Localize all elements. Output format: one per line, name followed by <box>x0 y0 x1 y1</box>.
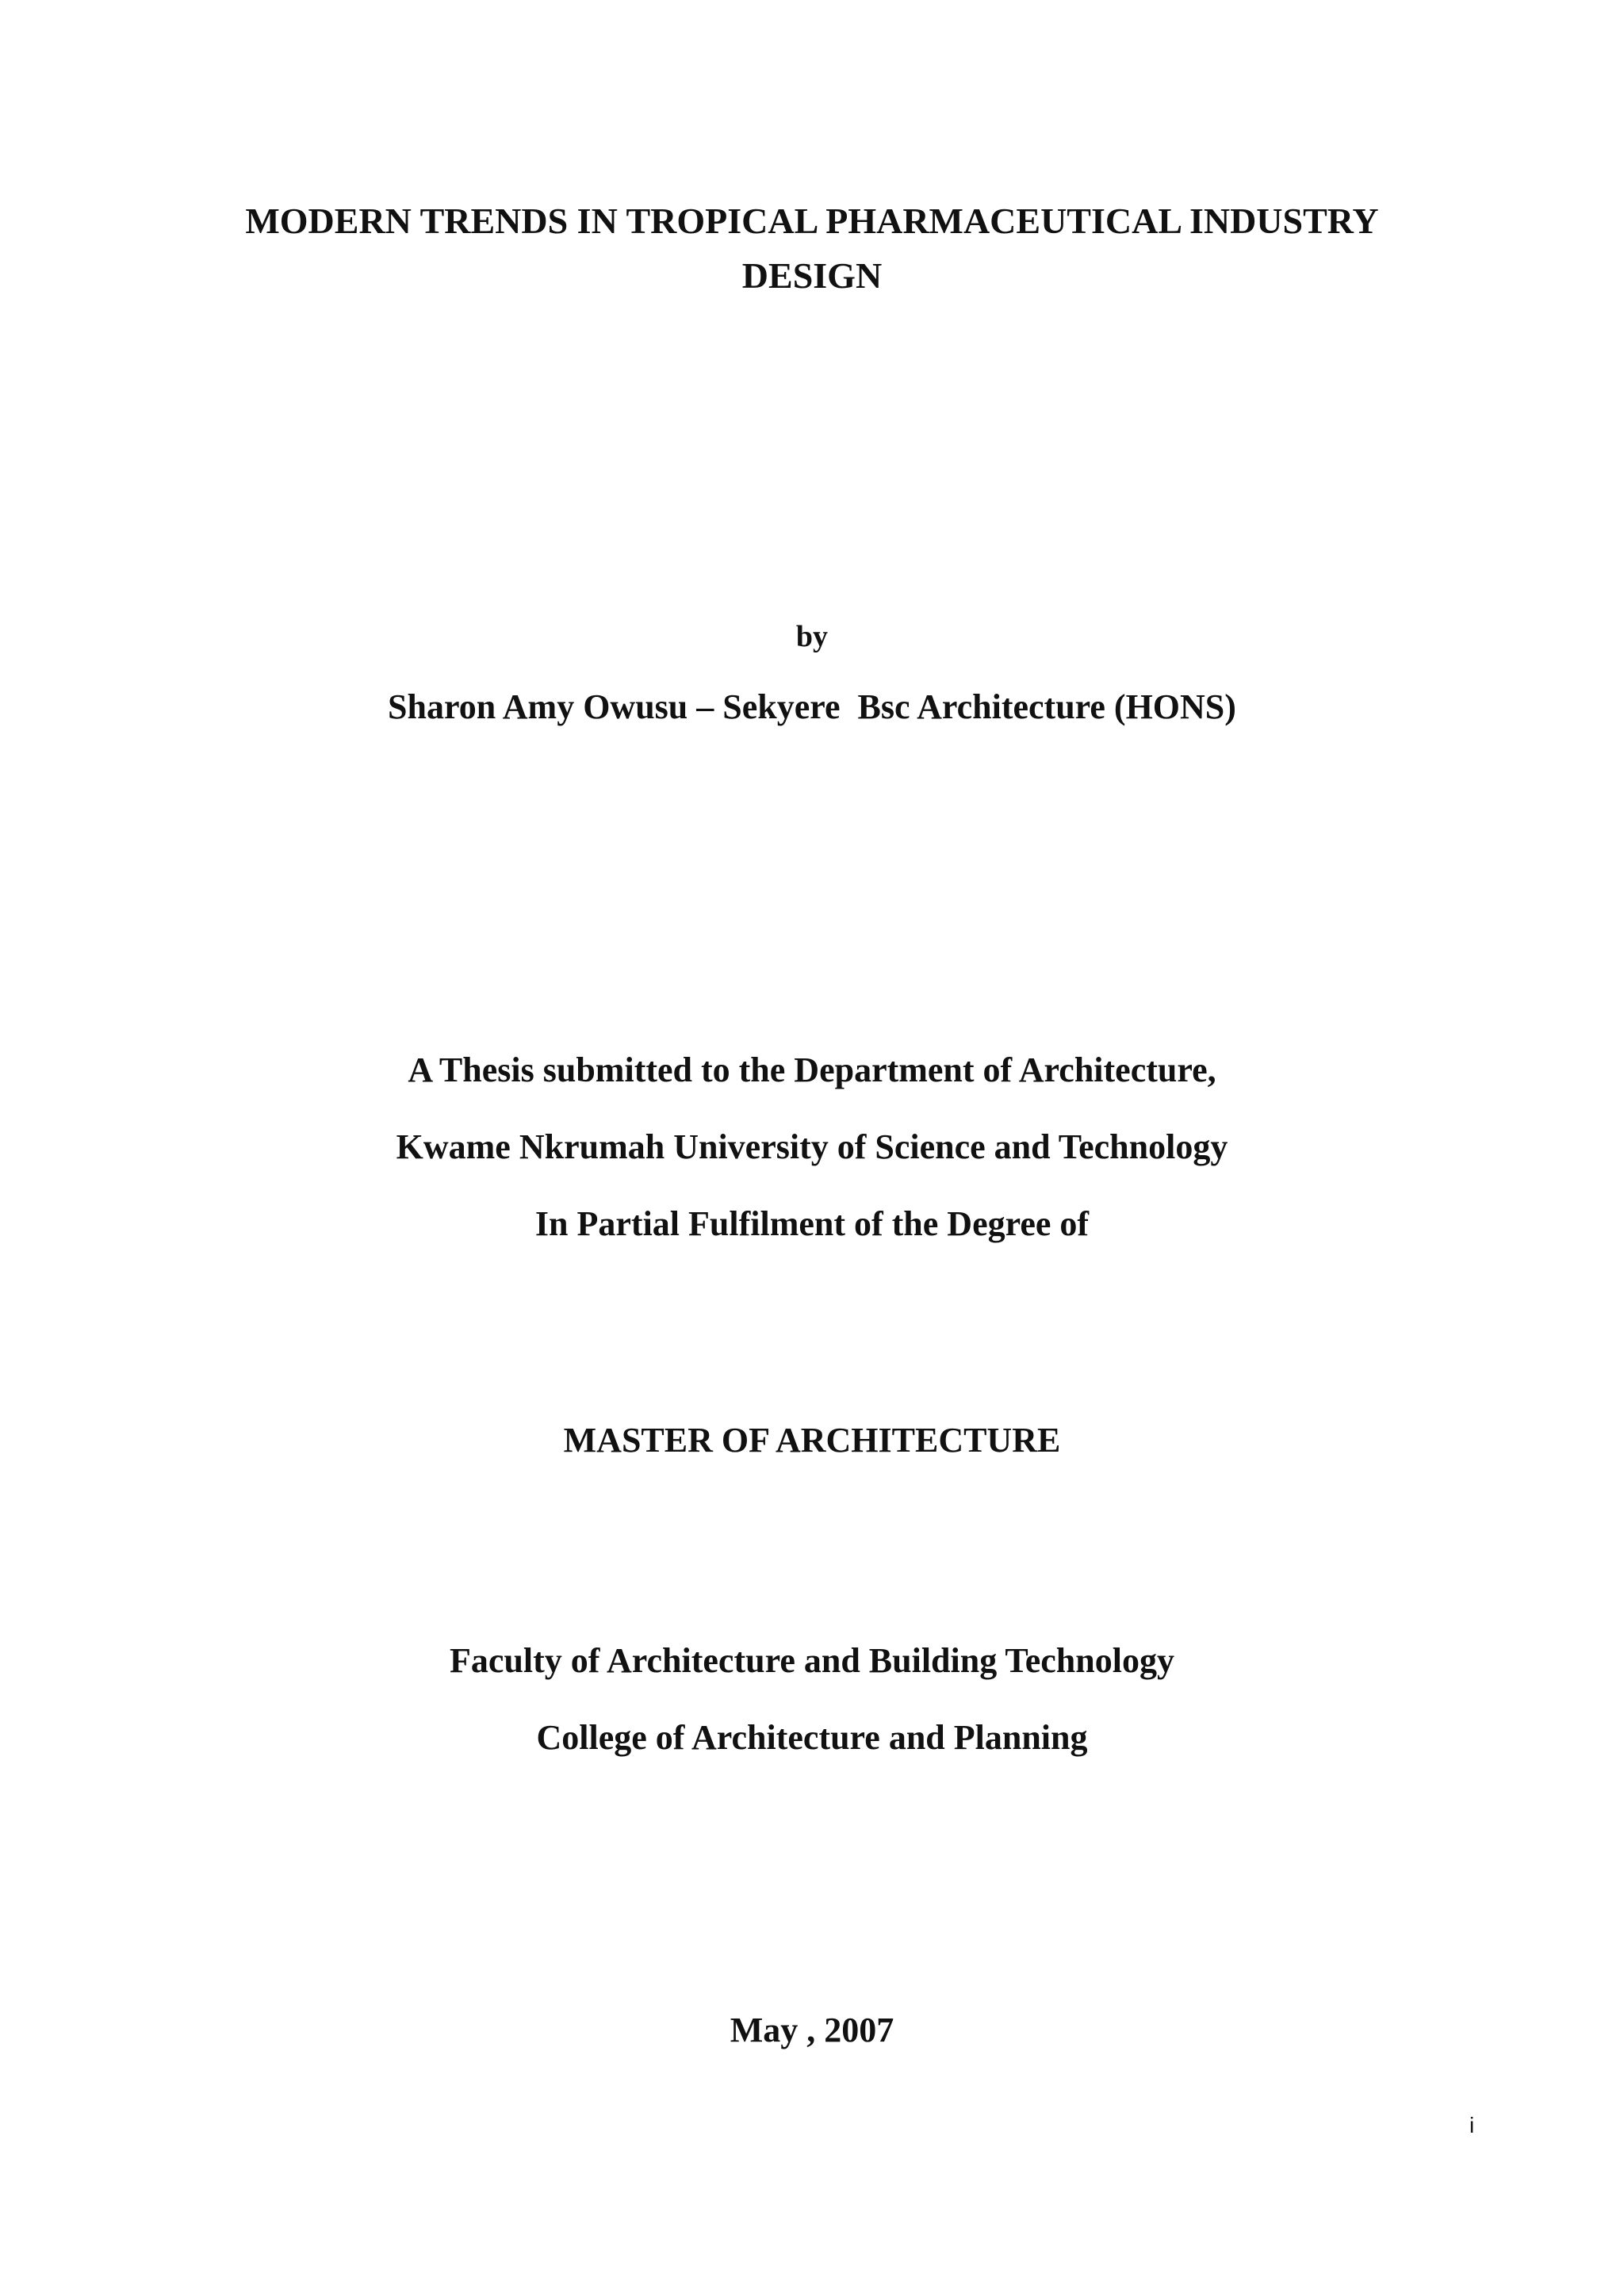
thesis-title-line-2: DESIGN <box>741 255 883 296</box>
college-line: College of Architecture and Planning <box>536 1718 1088 1757</box>
submission-line-3: In Partial Fulfilment of the Degree of <box>534 1204 1090 1243</box>
faculty-line: Faculty of Architecture and Building Technology <box>450 1641 1174 1680</box>
thesis-title-line-1: MODERN TRENDS IN TROPICAL PHARMACEUTICAL INDUSTRY <box>245 201 1379 241</box>
submission-line-1: A Thesis submitted to the Department of Architecture, <box>408 1050 1216 1089</box>
submission-line-2: Kwame Nkrumah University of Science and Technology <box>396 1127 1228 1166</box>
degree-title: MASTER OF ARCHITECTURE <box>563 1421 1061 1460</box>
author-line: Sharon Amy Owusu – Sekyere Bsc Architecture (HONS) <box>388 687 1236 726</box>
page-number: i <box>1469 2113 1475 2137</box>
byline: by <box>795 620 829 653</box>
submission-date: May , 2007 <box>730 2011 894 2049</box>
